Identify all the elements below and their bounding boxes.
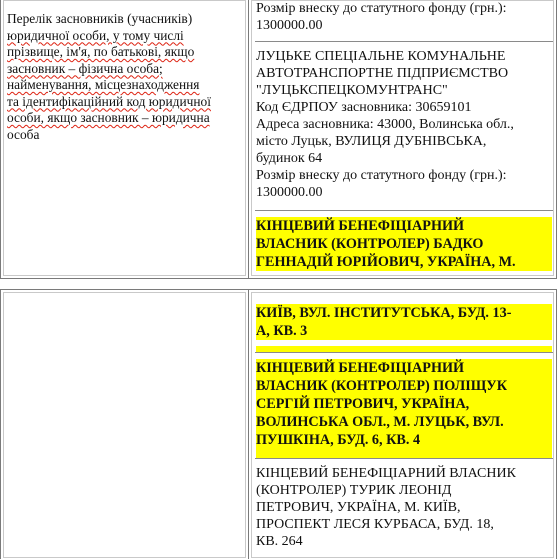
top-contribution — [256, 0, 552, 34]
beneficiary-line: ВОЛИНСЬКА ОБЛ., М. ЛУЦЬК, ВУЛ. — [256, 413, 552, 431]
beneficiary-line: ПЕТРОВИЧ, УКРАЇНА, М. КИЇВ, — [256, 500, 461, 515]
beneficiary-line: КІНЦЕВИЙ БЕНЕФІЦІАРНИЙ — [256, 359, 552, 377]
contribution-text: Розмір внеску до статутного фонду (грн.): 1300000.00 — [256, 1, 507, 33]
beneficiary-line: ГЕННАДІЙ ЮРІЙОВИЧ, УКРАЇНА, М. — [256, 253, 552, 271]
divider — [255, 210, 553, 211]
company-code: Код ЄДРПОУ засновника: 30659101 — [256, 100, 472, 115]
label-line: особи, якщо засновник – юридична — [7, 110, 210, 125]
highlight-bar — [256, 449, 552, 458]
beneficiary-line: ВЛАСНИК (КОНТРОЛЕР) БАДКО — [256, 235, 552, 253]
beneficiary-line: КІНЦЕВИЙ БЕНЕФІЦІАРНИЙ — [256, 217, 552, 235]
beneficiary-3 — [256, 465, 552, 550]
beneficiary-line: А, КВ. 3 — [256, 322, 552, 340]
founders-table-page1 — [0, 0, 557, 279]
label-line: Перелік засновників (учасників) — [7, 11, 193, 26]
founders-table-page2 — [0, 289, 557, 559]
divider — [255, 458, 553, 459]
company-name-line: ЛУЦЬКЕ СПЕЦІАЛЬНЕ КОМУНАЛЬНЕ — [256, 49, 506, 64]
company-block — [256, 42, 552, 201]
beneficiary-1 — [256, 217, 552, 271]
founders-label-cell — [1, 0, 249, 278]
beneficiary-line: КВ. 264 — [256, 534, 303, 549]
beneficiary-line: КІНЦЕВИЙ БЕНЕФІЦІАРНИЙ ВЛАСНИК — [256, 466, 516, 481]
label-line: юридичної особи, у тому числі — [7, 27, 184, 43]
company-name-line: АВТОТРАНСПОРТНЕ ПІДПРИЄМСТВО — [256, 66, 509, 81]
beneficiary-2 — [256, 359, 552, 449]
founders-label — [7, 11, 244, 143]
beneficiary-line: ПУШКІНА, БУД. 6, КВ. 4 — [256, 431, 552, 449]
founders-value-cell — [249, 0, 556, 278]
divider — [255, 352, 553, 353]
empty-label-cell — [1, 290, 249, 559]
label-line: прізвище, ім'я, по батькові, якщо — [7, 44, 195, 59]
beneficiary-line: СЕРГІЙ ПЕТРОВИЧ, УКРАЇНА, — [256, 395, 552, 413]
company-address-line: Адреса засновника: 43000, Волинська обл., — [256, 117, 514, 132]
company-contribution-label: Розмір внеску до статутного фонду (грн.): — [256, 168, 507, 183]
beneficiary-line: ПРОСПЕКТ ЛЕСЯ КУРБАСА, БУД. 18, — [256, 517, 494, 532]
label-line: особа — [7, 126, 40, 142]
label-line: засновник – фізична особа; — [7, 60, 163, 76]
beneficiary-line: ВЛАСНИК (КОНТРОЛЕР) ПОЛІЩУК — [256, 377, 552, 395]
label-line: найменування, місцезнаходження — [7, 77, 200, 92]
label-line: та ідентифікаційний код юридичної — [7, 93, 211, 109]
beneficiary-line: КИЇВ, ВУЛ. ІНСТИТУТСЬКА, БУД. 13- — [256, 304, 552, 322]
beneficiary-line: (КОНТРОЛЕР) ТУРИК ЛЕОНІД — [256, 483, 452, 498]
beneficiary-1-continuation — [256, 304, 552, 340]
company-name-line: "ЛУЦЬКСПЕЦКОМУНТРАНС" — [256, 83, 448, 98]
company-contribution-value: 1300000.00 — [256, 185, 323, 200]
company-address-line: місто Луцьк, ВУЛИЦЯ ДУБНІВСЬКА, — [256, 134, 487, 149]
continuation-cell — [249, 290, 556, 559]
company-address-line: будинок 64 — [256, 151, 323, 166]
